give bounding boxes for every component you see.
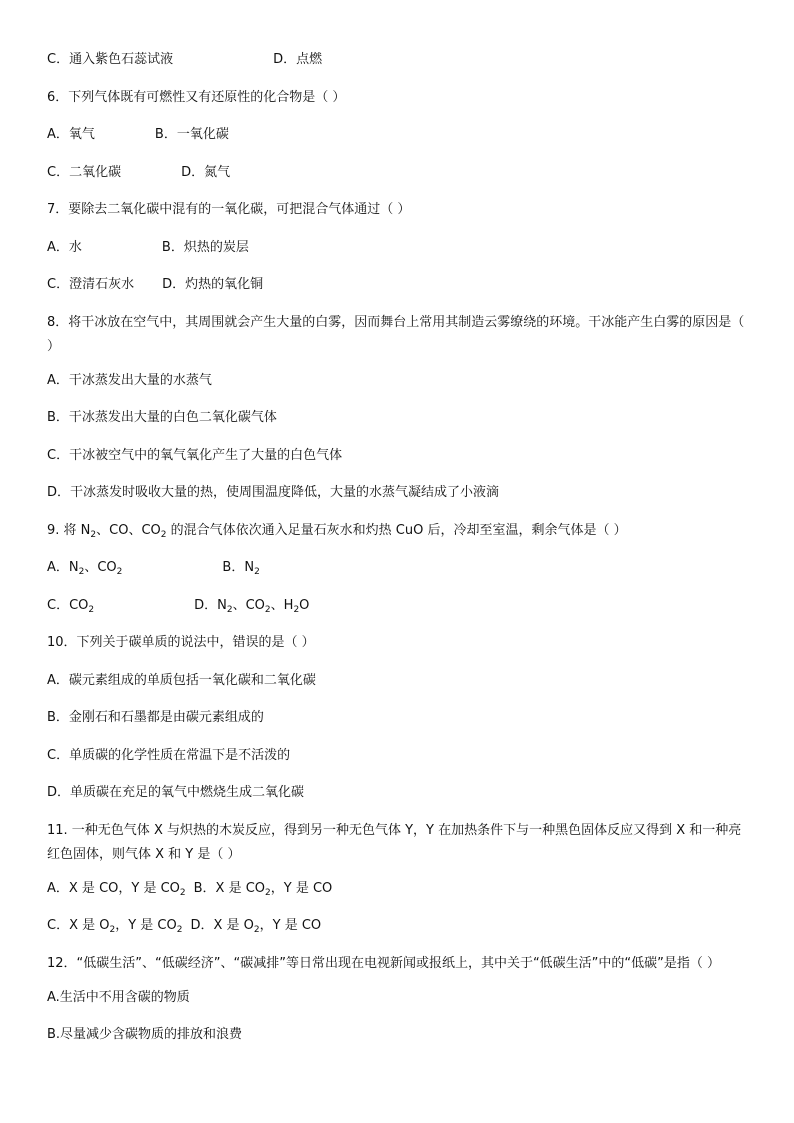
q9d-text: 、CO — [232, 597, 265, 613]
q12-option-b: B.尽量减少含碳物质的排放和浪费 — [47, 1027, 243, 1042]
q9-option-a — [47, 560, 122, 575]
subscript: 2 — [78, 567, 85, 577]
q9-option-d — [194, 598, 309, 613]
q10-option-d: D．单质碳在充足的氧气中燃烧生成二氧化碳 — [47, 785, 305, 800]
subscript: 2 — [179, 887, 186, 898]
subscript: 2 — [109, 925, 116, 935]
q9-option-c — [47, 598, 94, 613]
q9a-text: A．N — [47, 560, 79, 575]
q11-stem: 11. 一种无色气体 X 与炽热的木炭反应，得到另一种无色气体 Y，Y 在加热条件下与一种黑色固体反应又得到 X 和一种亮红色固体，则气体 X 和 Y 是（ ） — [47, 822, 742, 862]
q11c-text: ，Y 是 CO — [115, 918, 177, 933]
q9a-text: 、CO — [84, 560, 117, 575]
q9-options-ab — [47, 558, 748, 596]
q10-option-b: B．金刚石和石墨都是由碳元素组成的 — [47, 710, 264, 725]
subscript: 2 — [176, 925, 183, 935]
subscript: 2 — [265, 887, 271, 898]
q11-options-ab — [47, 879, 748, 917]
q9d-text: 、H — [270, 597, 294, 613]
q7-option-b: B．炽热的炭层 — [161, 239, 249, 255]
subscript: 2 — [88, 604, 95, 615]
q12-option-a: A.生活中不用含碳的物质 — [47, 989, 190, 1005]
q8-stem: 8．将干冰放在空气中，其周围就会产生大量的白雾，因而舞台上常用其制造云雾缭绕的环境。干冰能产生白雾的原因是（ ） — [47, 314, 745, 354]
q8-option-a: A．干冰蒸发出大量的水蒸气 — [47, 372, 212, 388]
q6-option-a: A．氧气 — [47, 127, 95, 142]
q11-option-a — [47, 881, 186, 896]
q7-option-a: A．水 — [47, 239, 82, 255]
q6-options-ab — [47, 125, 748, 163]
subscript: 2 — [160, 529, 167, 540]
q9b-text: B．N — [222, 560, 255, 575]
q9-option-b — [222, 560, 259, 575]
q8-option-b: B．干冰蒸发出大量的白色二氧化碳气体 — [47, 410, 277, 425]
q11b-text: ，Y 是 CO — [270, 880, 333, 896]
q9-text: 的混合气体依次通入足量石灰水和灼热 CuO 后，冷却至室温，剩余气体是（ ） — [166, 522, 627, 538]
q10-option-a: A．碳元素组成的单质包括一氧化碳和二氧化碳 — [47, 672, 316, 688]
subscript: 2 — [253, 925, 260, 935]
q9-text: 9. 将 N — [47, 522, 91, 538]
subscript: 2 — [90, 529, 97, 540]
q11-options-cd — [47, 916, 748, 954]
q6-options-cd — [47, 163, 748, 201]
q9-stem — [47, 521, 748, 559]
q11a-text: A．X 是 CO，Y 是 CO — [47, 880, 180, 896]
q11-option-b — [194, 881, 333, 896]
subscript: 2 — [116, 567, 123, 577]
q10-option-c: C．单质碳的化学性质在常温下是不活泼的 — [47, 747, 291, 763]
q9d-text: O — [299, 597, 310, 613]
q6-stem: 6．下列气体既有可燃性又有还原性的化合物是（ ） — [47, 89, 346, 105]
q12-stem: 12．“低碳生活”、“低碳经济”、“碳减排”等日常出现在电视新闻或报纸上，其中关于“低碳生活”中的“低碳”是指（ ） — [47, 955, 721, 971]
subscript: 2 — [293, 604, 300, 615]
q7-option-d: D．灼热的氧化铜 — [162, 277, 264, 292]
q5-option-d: D．点燃 — [273, 52, 323, 67]
q9-options-cd — [47, 596, 748, 634]
q5-option-c: C．通入紫色石蕊试液 — [47, 52, 174, 67]
q7-options-ab — [47, 238, 748, 276]
q6-option-d: D．氮气 — [181, 164, 231, 180]
q8-option-d: D．干冰蒸发时吸收大量的热，使周围温度降低，大量的水蒸气凝结成了小液滴 — [47, 485, 500, 500]
q9c-text: C．CO — [47, 597, 89, 613]
q6-option-c: C．二氧化碳 — [47, 164, 122, 180]
q6-option-b: B．一氧化碳 — [154, 127, 229, 142]
q7-option-c: C．澄清石灰水 — [47, 277, 135, 292]
subscript: 2 — [254, 567, 260, 577]
subscript: 2 — [264, 604, 271, 615]
q7-options-cd — [47, 275, 748, 313]
q11-option-d — [190, 918, 321, 933]
subscript: 2 — [226, 604, 233, 615]
q11b-text: B．X 是 CO — [193, 880, 266, 896]
q5-options-cd — [47, 50, 748, 88]
q8-option-c: C．干冰被空气中的氧气氧化产生了大量的白色气体 — [47, 447, 343, 463]
q11d-text: ，Y 是 CO — [259, 918, 322, 933]
q9d-text: D．N — [194, 597, 227, 613]
q10-stem: 10．下列关于碳单质的说法中，错误的是（ ） — [47, 635, 315, 650]
q7-stem: 7．要除去二氧化碳中混有的一氧化碳，可把混合气体通过（ ） — [47, 202, 411, 217]
q11c-text: C．X 是 O — [47, 918, 110, 933]
q9-text: 、CO、CO — [96, 522, 161, 538]
q11-option-c — [47, 918, 182, 933]
q11d-text: D．X 是 O — [190, 918, 254, 933]
